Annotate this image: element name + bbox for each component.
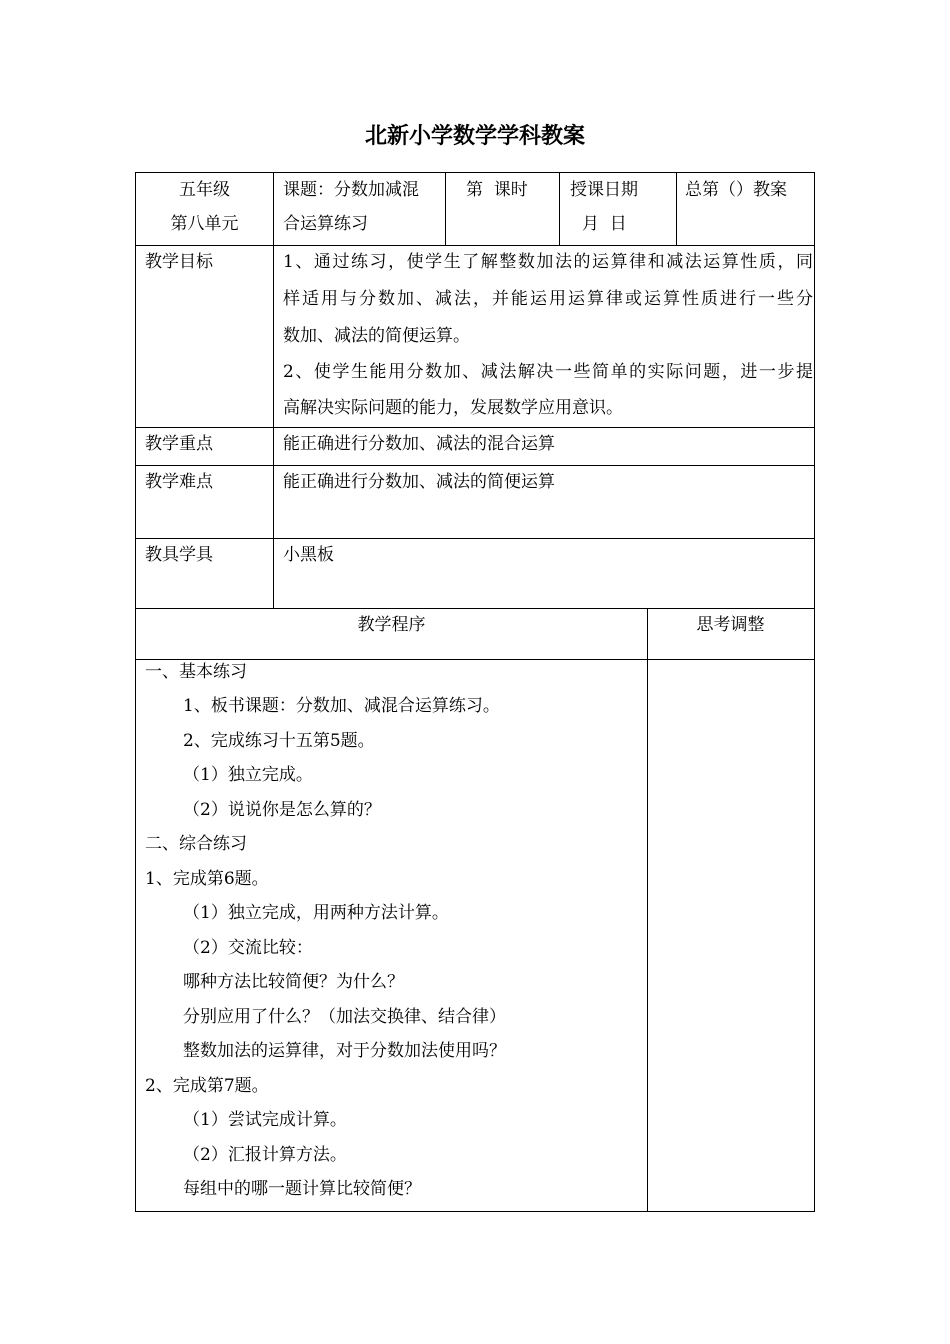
objectives-line: 数加、减法的简便运算。 bbox=[283, 326, 470, 346]
objectives-line: 1、通过练习，使学生了解整数加法的运算律和减法运算性质，同 bbox=[283, 252, 813, 272]
procedure-label: 教学程序 bbox=[357, 615, 426, 635]
procedure-line: 2、完成练习十五第5题。 bbox=[183, 731, 375, 751]
procedure-line: 整数加法的运算律，对于分数加法使用吗？ bbox=[183, 1041, 506, 1061]
tools-label: 教具学具 bbox=[145, 545, 213, 565]
difficulty-label: 教学难点 bbox=[145, 472, 213, 492]
topic-line-1: 课题：分数加减混 bbox=[283, 180, 419, 200]
procedure-line: 哪种方法比较简便？为什么？ bbox=[183, 972, 404, 992]
procedure-line: （2）汇报计算方法。 bbox=[183, 1145, 347, 1165]
procedure-line: 每组中的哪一题计算比较简便？ bbox=[183, 1179, 421, 1199]
col-divider bbox=[559, 173, 560, 245]
col-divider bbox=[676, 173, 677, 245]
adjust-label: 思考调整 bbox=[696, 615, 765, 635]
unit: 第八单元 bbox=[170, 214, 239, 234]
procedure-line: 分别应用了什么？（加法交换律、结合律） bbox=[183, 1007, 506, 1027]
procedure-line: （1）尝试完成计算。 bbox=[183, 1110, 347, 1130]
objectives-line: 样适用与分数加、减法，并能运用运算律或运算性质进行一些分 bbox=[283, 289, 813, 309]
period: 第 课时 bbox=[466, 180, 528, 200]
objectives-line: 2、使学生能用分数加、减法解决一些简单的实际问题，进一步提 bbox=[283, 362, 813, 382]
procedure-line: 2、完成第7题。 bbox=[145, 1076, 269, 1096]
grade: 五年级 bbox=[179, 180, 230, 200]
procedure-line: （2）交流比较： bbox=[183, 938, 313, 958]
difficulty-text: 能正确进行分数加、减法的简便运算 bbox=[283, 472, 555, 492]
tools-text: 小黑板 bbox=[283, 545, 334, 565]
procedure-line: （1）独立完成。 bbox=[183, 765, 313, 785]
topic-line-2: 合运算练习 bbox=[283, 214, 368, 234]
row-divider bbox=[136, 538, 814, 539]
key-point-text: 能正确进行分数加、减法的混合运算 bbox=[283, 434, 555, 454]
procedure-line: 二、综合练习 bbox=[145, 834, 247, 854]
objectives-label: 教学目标 bbox=[145, 252, 213, 272]
objectives-line: 高解决实际问题的能力，发展数学应用意识。 bbox=[283, 398, 623, 418]
col-divider bbox=[445, 173, 446, 245]
procedure-line: 1、板书课题：分数加、减混合运算练习。 bbox=[183, 696, 500, 716]
procedure-line: 一、基本练习 bbox=[145, 662, 247, 682]
page-title: 北新小学数学学科教案 bbox=[364, 124, 585, 149]
date-label: 授课日期 bbox=[570, 180, 638, 200]
key-point-label: 教学重点 bbox=[145, 434, 213, 454]
procedure-line: （2）说说你是怎么算的？ bbox=[183, 800, 381, 820]
procedure-line: 1、完成第6题。 bbox=[145, 869, 269, 889]
procedure-line: （1）独立完成，用两种方法计算。 bbox=[183, 903, 449, 923]
col-divider bbox=[273, 173, 274, 609]
date-value: 月 日 bbox=[582, 214, 627, 234]
col-divider bbox=[647, 608, 648, 1212]
total-plan-number: 总第（）教案 bbox=[685, 180, 787, 200]
lesson-plan-table bbox=[135, 172, 815, 1212]
